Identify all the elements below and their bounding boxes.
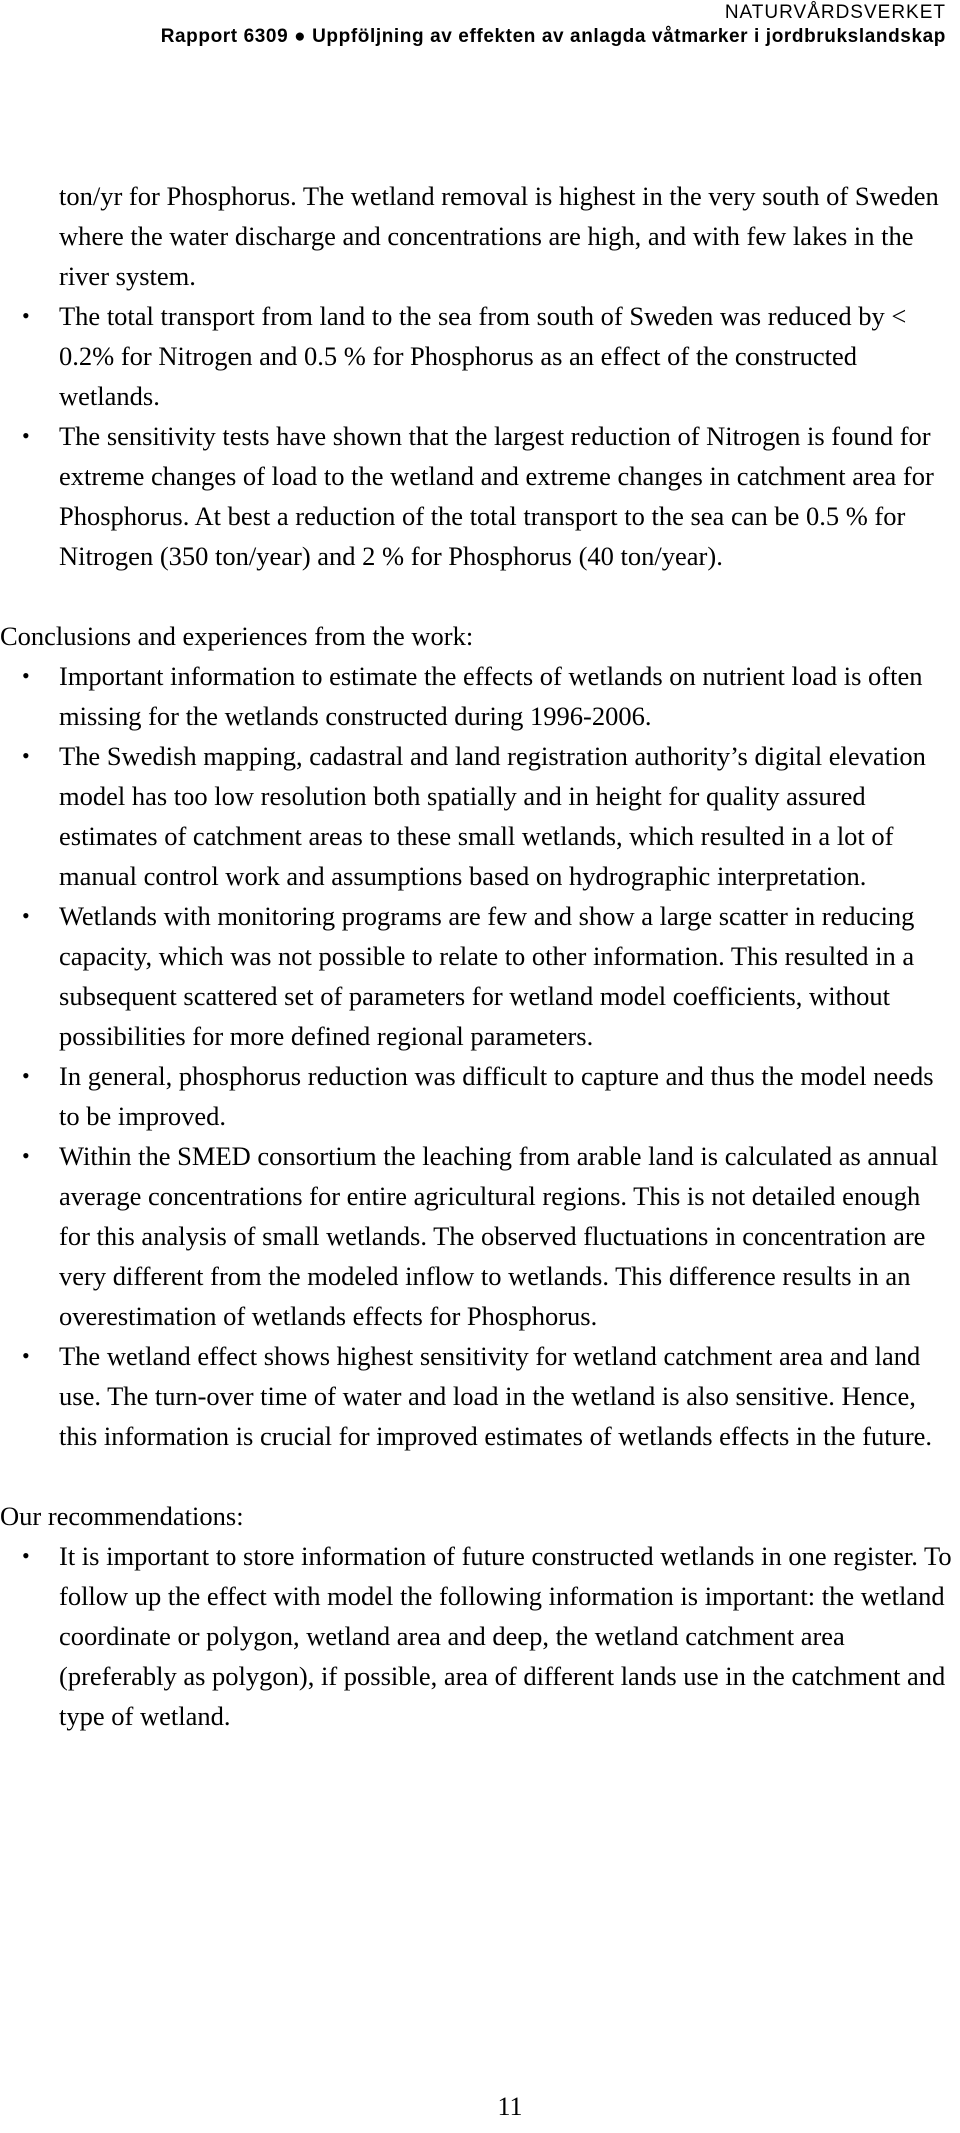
list-item xyxy=(0,896,958,1056)
list-item-text: In general, phosphorus reduction was difficult to capture and thus the model needs to be improved. xyxy=(59,1061,934,1131)
list-item xyxy=(0,1136,958,1336)
list-item xyxy=(0,1056,958,1136)
list-item xyxy=(0,1336,958,1456)
document-body xyxy=(0,176,958,1736)
bullet-icon: • xyxy=(22,303,30,328)
spacer xyxy=(0,1456,958,1496)
bullet-icon: • xyxy=(22,1063,30,1088)
recommendations-list xyxy=(0,1536,958,1736)
bullet-icon: • xyxy=(22,903,30,928)
list-item-text: It is important to store information of future constructed wetlands in one register. To follow up the effect with model the following information is important: the wetland coordinate or polygon, wetland area and deep, the wetland catchment area (preferably as polygon), if possible, area of different lands use in the catchment and type of wetland. xyxy=(59,1541,952,1731)
bullet-icon: • xyxy=(22,743,30,768)
bullet-icon: • xyxy=(22,1343,30,1368)
spacer xyxy=(0,576,958,616)
list-item-text: The wetland effect shows highest sensitivity for wetland catchment area and land use. The turn-over time of water and load in the wetland is also sensitive. Hence, this information is crucial for improved estimates of wetlands effects in the future. xyxy=(59,1341,933,1451)
list-item-text: Important information to estimate the effects of wetlands on nutrient load is often missing for the wetlands constructed during 1996-2006. xyxy=(59,661,923,731)
list-item-text: The Swedish mapping, cadastral and land registration authority’s digital elevation model has too low resolution both spatially and in height for quality assured estimates of catchment areas to these small wetlands, which resulted in a lot of manual control work and assumptions based on hydrographic interpretation. xyxy=(59,741,926,891)
list-item xyxy=(0,656,958,736)
bullet-icon: • xyxy=(22,663,30,688)
recommendations-heading: Our recommendations: xyxy=(0,1501,244,1531)
results-list xyxy=(0,296,958,576)
list-item-text: The sensitivity tests have shown that the largest reduction of Nitrogen is found for extreme changes of load to the wetland and extreme changes in catchment area for Phosphorus. At best a reduction of the total transport to the sea can be 0.5 % for Nitrogen (350 ton/year) and 2 % for Phosphorus (40 ton/year). xyxy=(59,421,934,571)
continued-paragraph: ton/yr for Phosphorus. The wetland removal is highest in the very south of Sweden where the water discharge and concentrations are high, and with few lakes in the river system. xyxy=(59,181,939,291)
list-item xyxy=(0,296,958,416)
conclusions-heading: Conclusions and experiences from the work: xyxy=(0,621,474,651)
bullet-icon: • xyxy=(22,1143,30,1168)
list-item-text: The total transport from land to the sea from south of Sweden was reduced by < 0.2% for Nitrogen and 0.5 % for Phosphorus as an effect of the constructed wetlands. xyxy=(59,301,907,411)
conclusions-list xyxy=(0,656,958,1456)
page-header xyxy=(161,0,946,49)
list-item-text: Within the SMED consortium the leaching from arable land is calculated as annual average concentrations for entire agricultural regions. This is not detailed enough for this analysis of small wetlands. The observed fluctuations in concentration are very different from the modeled inflow to wetlands. This difference results in an overestimation of wetlands effects for Phosphorus. xyxy=(59,1141,939,1331)
page-number: 11 xyxy=(497,2092,523,2121)
list-item-text: Wetlands with monitoring programs are few and show a large scatter in reducing capacity, which was not possible to relate to other information. This resulted in a subsequent scattered set of parameters for wetland model coefficients, without possibilities for more defined regional parameters. xyxy=(59,901,915,1051)
list-item xyxy=(0,1536,958,1736)
bullet-icon: • xyxy=(22,423,30,448)
bullet-icon: • xyxy=(22,1543,30,1568)
list-item xyxy=(0,416,958,576)
header-organization: NATURVÅRDSVERKET xyxy=(724,2,946,23)
list-item xyxy=(0,736,958,896)
header-report-title: Rapport 6309 ● Uppföljning av effekten av anlagda våtmarker i jordbrukslandskap xyxy=(160,26,946,47)
